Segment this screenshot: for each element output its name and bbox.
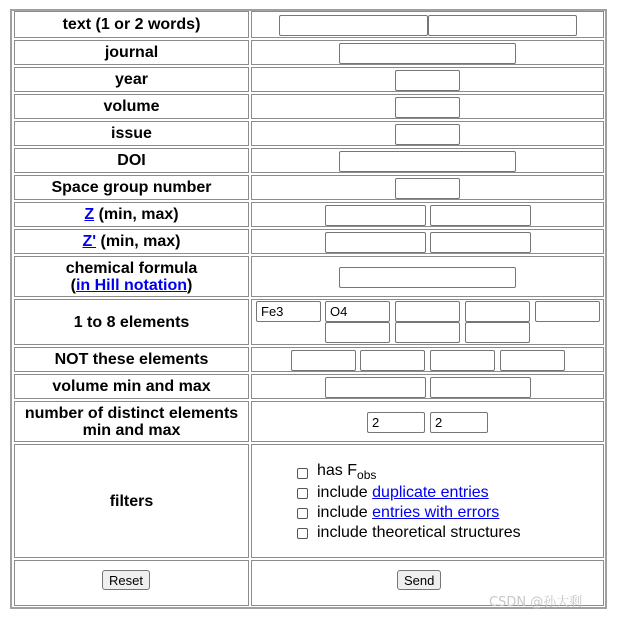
- row-chemical-formula: [12, 256, 605, 297]
- row-distinct-elements: [12, 401, 605, 442]
- element-2-input[interactable]: [325, 301, 390, 322]
- element-7-input[interactable]: [395, 322, 460, 343]
- element-3-input[interactable]: [395, 301, 460, 322]
- value-filters: [251, 444, 604, 558]
- text-word2-input[interactable]: [428, 15, 577, 36]
- value-doi: [251, 148, 604, 173]
- space-group-input[interactable]: [395, 178, 460, 199]
- element-1-input[interactable]: [256, 301, 321, 322]
- send-button[interactable]: Send: [397, 570, 441, 590]
- value-elements: [251, 299, 604, 345]
- z-help-link[interactable]: Z: [84, 206, 95, 223]
- row-elements: [12, 299, 605, 345]
- filter-has-fobs[interactable]: [297, 463, 521, 483]
- not-element-3-input[interactable]: [430, 350, 495, 371]
- has-fobs-checkbox[interactable]: [297, 468, 308, 479]
- value-not-elements: [251, 347, 604, 372]
- include-duplicates-checkbox[interactable]: [297, 488, 308, 499]
- chemical-formula-input[interactable]: [339, 267, 516, 288]
- zprime-label-rest: (min, max): [96, 233, 181, 250]
- search-form-table: [10, 9, 607, 609]
- has-fobs-prefix: has F: [317, 462, 358, 479]
- value-year: [251, 67, 604, 92]
- label-volume-range: volume min and max: [14, 374, 249, 399]
- filter-theoretical[interactable]: [297, 523, 521, 543]
- duplicates-prefix: include: [317, 484, 373, 501]
- volume-min-input[interactable]: [325, 377, 426, 398]
- value-chemical-formula: [251, 256, 604, 297]
- zprime-help-link[interactable]: Z': [82, 233, 97, 250]
- filter-duplicates[interactable]: [297, 483, 521, 503]
- paren-open: (: [70, 276, 76, 294]
- label-filters: filters: [14, 444, 249, 558]
- hill-notation-link[interactable]: in Hill notation: [75, 276, 188, 294]
- z-label-rest: (min, max): [94, 206, 179, 223]
- label-not-elements: NOT these elements: [14, 347, 249, 372]
- row-issue: [12, 121, 605, 146]
- text-word1-input[interactable]: [279, 15, 428, 36]
- value-space-group: [251, 175, 604, 200]
- value-z: [251, 202, 604, 227]
- value-text: [251, 11, 604, 38]
- row-year: [12, 67, 605, 92]
- label-zprime: [14, 229, 249, 254]
- element-8-input[interactable]: [465, 322, 530, 343]
- reset-button[interactable]: Reset: [102, 570, 150, 590]
- row-not-elements: [12, 347, 605, 372]
- value-volume-range: [251, 374, 604, 399]
- value-volume: [251, 94, 604, 119]
- filter-errors[interactable]: [297, 503, 521, 523]
- distinct-elements-line2: min and max: [82, 421, 181, 439]
- doi-input[interactable]: [339, 151, 516, 172]
- value-zprime: [251, 229, 604, 254]
- include-theoretical-checkbox[interactable]: [297, 528, 308, 539]
- element-5-input[interactable]: [535, 301, 600, 322]
- z-min-input[interactable]: [325, 205, 426, 226]
- label-journal: journal: [14, 40, 249, 65]
- paren-close: ): [187, 276, 193, 294]
- journal-input[interactable]: [339, 43, 516, 64]
- distinct-min-input[interactable]: [367, 412, 425, 433]
- has-fobs-label: [317, 461, 376, 485]
- element-4-input[interactable]: [465, 301, 530, 322]
- value-issue: [251, 121, 604, 146]
- duplicate-entries-link[interactable]: duplicate entries: [372, 484, 489, 501]
- label-space-group: Space group number: [14, 175, 249, 200]
- theoretical-label: include theoretical structures: [317, 524, 521, 541]
- row-volume: [12, 94, 605, 119]
- row-volume-range: [12, 374, 605, 399]
- include-errors-checkbox[interactable]: [297, 508, 308, 519]
- year-input[interactable]: [395, 70, 460, 91]
- value-distinct-elements: [251, 401, 604, 442]
- zprime-min-input[interactable]: [325, 232, 426, 253]
- label-issue: issue: [14, 121, 249, 146]
- watermark-text: CSDN @孙大剩: [489, 595, 583, 610]
- not-element-1-input[interactable]: [291, 350, 356, 371]
- row-zprime: [12, 229, 605, 254]
- zprime-max-input[interactable]: [430, 232, 531, 253]
- chemical-formula-label: chemical formula: [65, 259, 198, 277]
- label-volume: volume: [14, 94, 249, 119]
- distinct-elements-line1: number of distinct elements: [24, 404, 239, 422]
- not-element-2-input[interactable]: [360, 350, 425, 371]
- row-journal: [12, 40, 605, 65]
- distinct-max-input[interactable]: [430, 412, 488, 433]
- reset-cell: [14, 560, 249, 606]
- issue-input[interactable]: [395, 124, 460, 145]
- entries-with-errors-link[interactable]: entries with errors: [372, 504, 500, 521]
- fobs-subscript: obs: [357, 468, 377, 482]
- label-elements: 1 to 8 elements: [14, 299, 249, 345]
- row-doi: [12, 148, 605, 173]
- label-doi: DOI: [14, 148, 249, 173]
- filters-list: [297, 463, 521, 543]
- label-z: [14, 202, 249, 227]
- value-journal: [251, 40, 604, 65]
- row-space-group: [12, 175, 605, 200]
- label-distinct-elements: [14, 401, 249, 442]
- volume-input[interactable]: [395, 97, 460, 118]
- element-6-input[interactable]: [325, 322, 390, 343]
- volume-max-input[interactable]: [430, 377, 531, 398]
- row-filters: [12, 444, 605, 558]
- label-year: year: [14, 67, 249, 92]
- label-text: text (1 or 2 words): [14, 11, 249, 38]
- errors-prefix: include: [317, 504, 373, 521]
- label-chemical-formula: [14, 256, 249, 297]
- row-text: [12, 11, 605, 38]
- not-element-4-input[interactable]: [500, 350, 565, 371]
- z-max-input[interactable]: [430, 205, 531, 226]
- row-z: [12, 202, 605, 227]
